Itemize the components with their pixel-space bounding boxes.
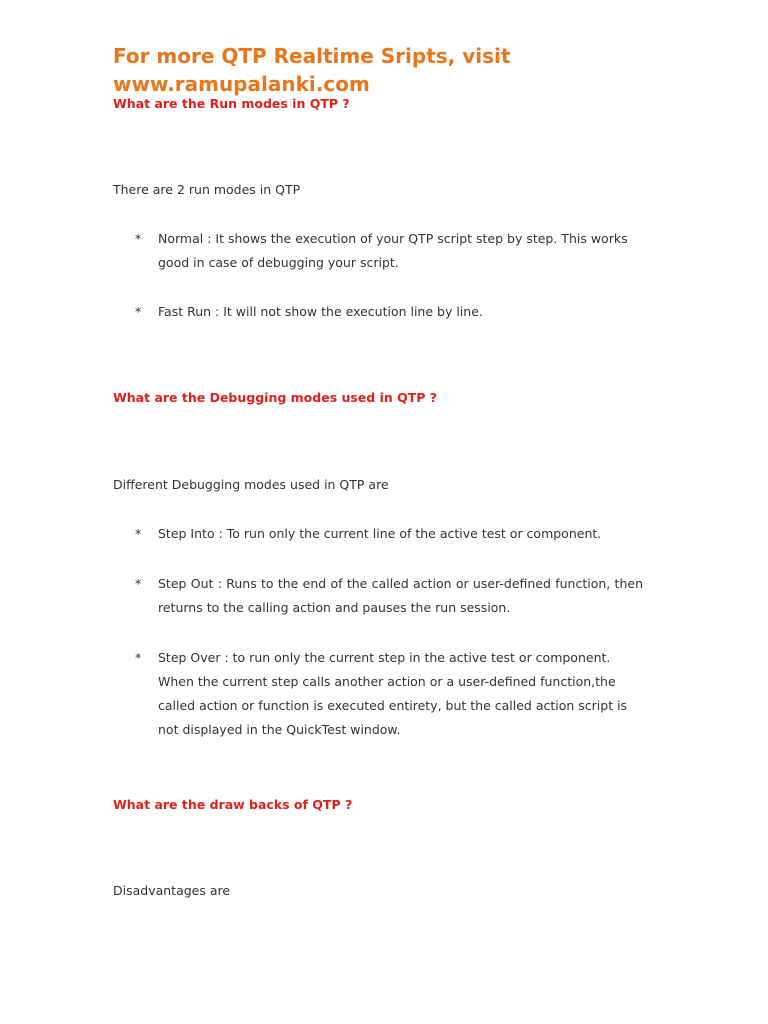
- promo-banner: [113, 42, 733, 98]
- question-drawbacks: What are the draw backs of QTP ?: [113, 797, 353, 812]
- run-modes-intro: There are 2 run modes in QTP: [113, 182, 301, 197]
- bullet-marker: *: [135, 304, 142, 319]
- question-run-modes: What are the Run modes in QTP ?: [113, 96, 350, 111]
- bullet-text: Step Over : to run only the current step in the active test or component. When the current step calls another action or a user-defined function,the called action or function is executed entirety, but the called action script is not displayed in the QuickTest window.: [158, 650, 628, 737]
- bullet-text: Fast Run : It will not show the execution line by line.: [158, 304, 483, 319]
- bullet-marker: *: [135, 650, 142, 665]
- banner-url[interactable]: www.ramupalanki.com: [113, 72, 370, 96]
- debugging-modes-intro: Different Debugging modes used in QTP are: [113, 477, 389, 492]
- bullet-text: Step Into : To run only the current line of the active test or component.: [158, 526, 602, 541]
- bullet-normal: [113, 227, 643, 275]
- bullet-step-over: [113, 646, 643, 742]
- bullet-text: Step Out : Runs to the end of the called action or user-defined function, then returns to the calling action and pauses the run session.: [158, 576, 643, 615]
- bullet-step-into: [113, 522, 643, 546]
- bullet-marker: *: [135, 231, 142, 246]
- bullet-marker: *: [135, 576, 142, 591]
- drawbacks-intro: Disadvantages are: [113, 883, 231, 898]
- bullet-text: Normal : It shows the execution of your QTP script step by step. This works good in case of debugging your script.: [158, 231, 628, 270]
- question-debugging-modes: What are the Debugging modes used in QTP ?: [113, 390, 438, 405]
- bullet-fast-run: [113, 300, 643, 324]
- banner-line-1: For more QTP Realtime Sripts, visit: [113, 44, 511, 68]
- bullet-step-out: [113, 572, 643, 620]
- bullet-marker: *: [135, 526, 142, 541]
